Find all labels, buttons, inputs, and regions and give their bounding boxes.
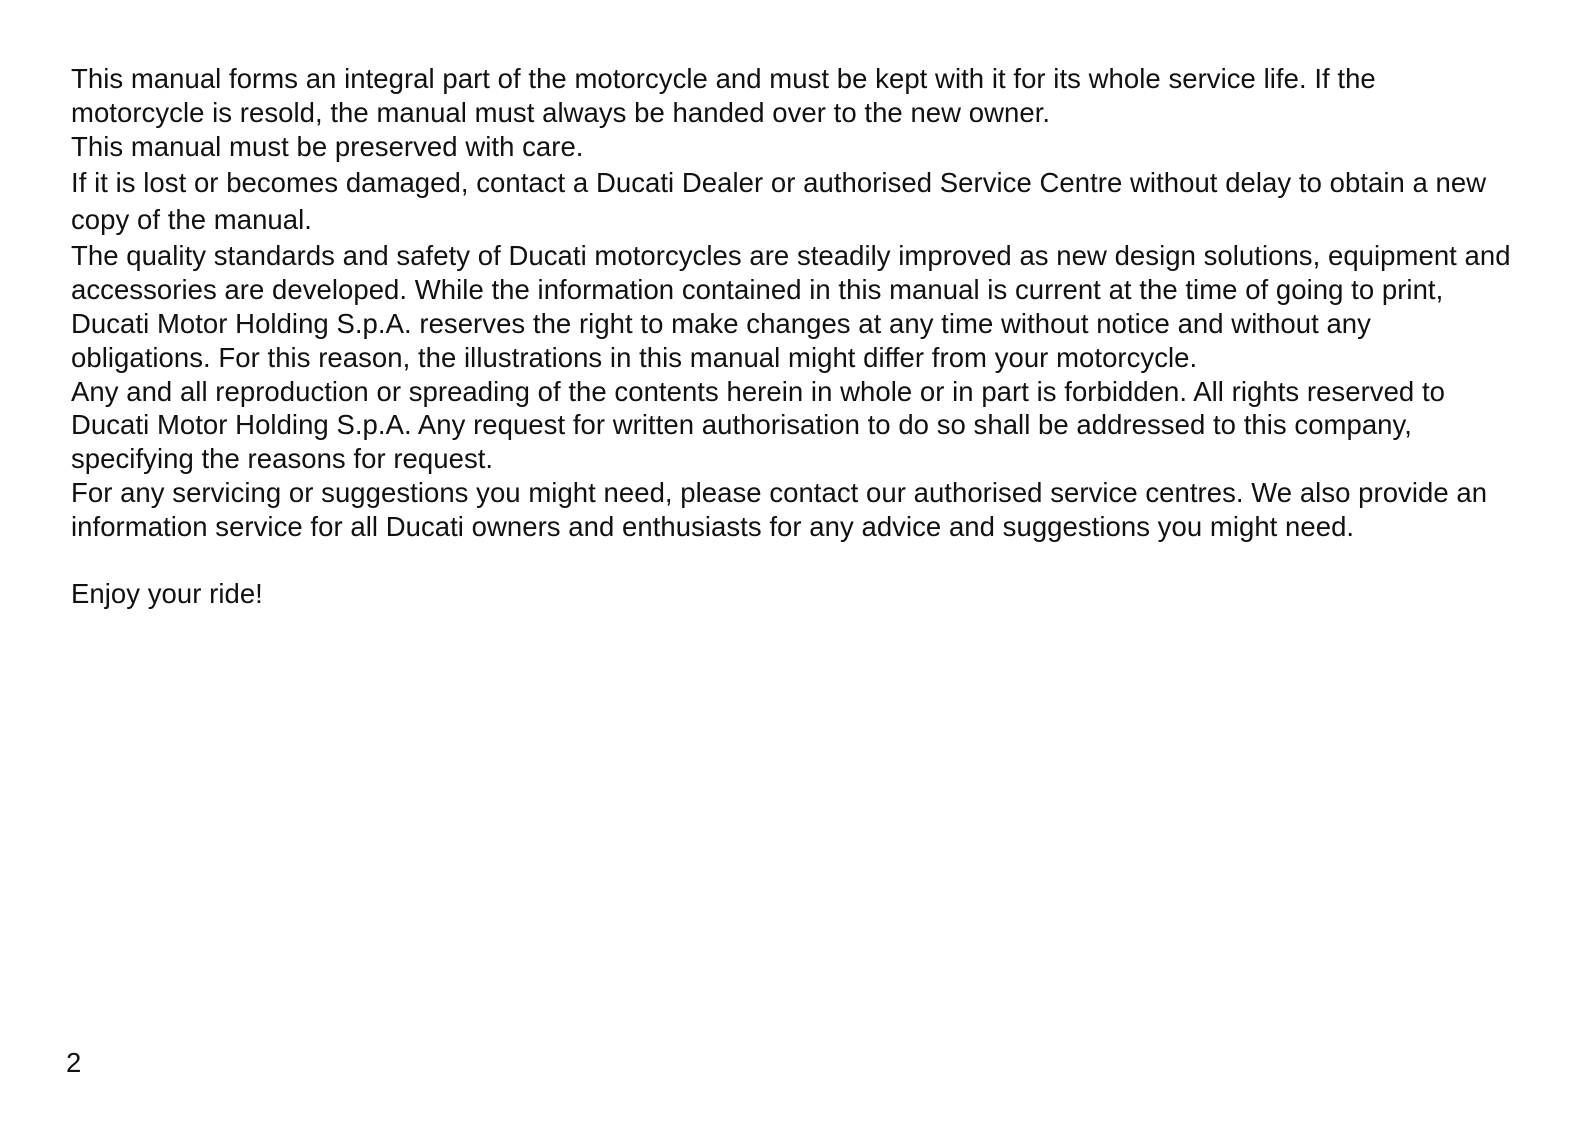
paragraph-reproduction: Any and all reproduction or spreading of the contents herein in whole or in part is forbidden. All rights reserved to Ducati Motor Holding S.p.A. Any request for written authorisation to do so shall be addressed to this company, specifying the reasons for request. — [71, 375, 1446, 475]
page-body — [71, 62, 1511, 611]
paragraph-lost-manual: If it is lost or becomes damaged, contact a Ducati Dealer or authorised Service Centre without delay to obtain a new copy of the manual. — [71, 167, 1487, 236]
page-number: 2 — [66, 1047, 82, 1078]
paragraph-servicing: For any servicing or suggestions you might need, please contact our authorised service centres. We also provide an information service for all Ducati owners and enthusiasts for any advice and suggestions you might need. — [71, 476, 1488, 542]
paragraph-ownership: This manual forms an integral part of the motorcycle and must be kept with it for its whole service life. If the motorcycle is resold, the manual must always be handed over to the new owner. — [71, 63, 1376, 128]
closing-line: Enjoy your ride! — [71, 578, 263, 610]
paragraph-preserve: This manual must be preserved with care. — [71, 130, 584, 162]
paragraph-quality-standards: The quality standards and safety of Ducati motorcycles are steadily improved as new design solutions, equipment and accessories are developed. While the information contained in this manual is current at the time of going to print, Ducati Motor Holding S.p.A. reserves the right to make changes at any time without notice and without any obligations. For this reason, the illustrations in this manual might differ from your motorcycle. — [71, 240, 1511, 373]
